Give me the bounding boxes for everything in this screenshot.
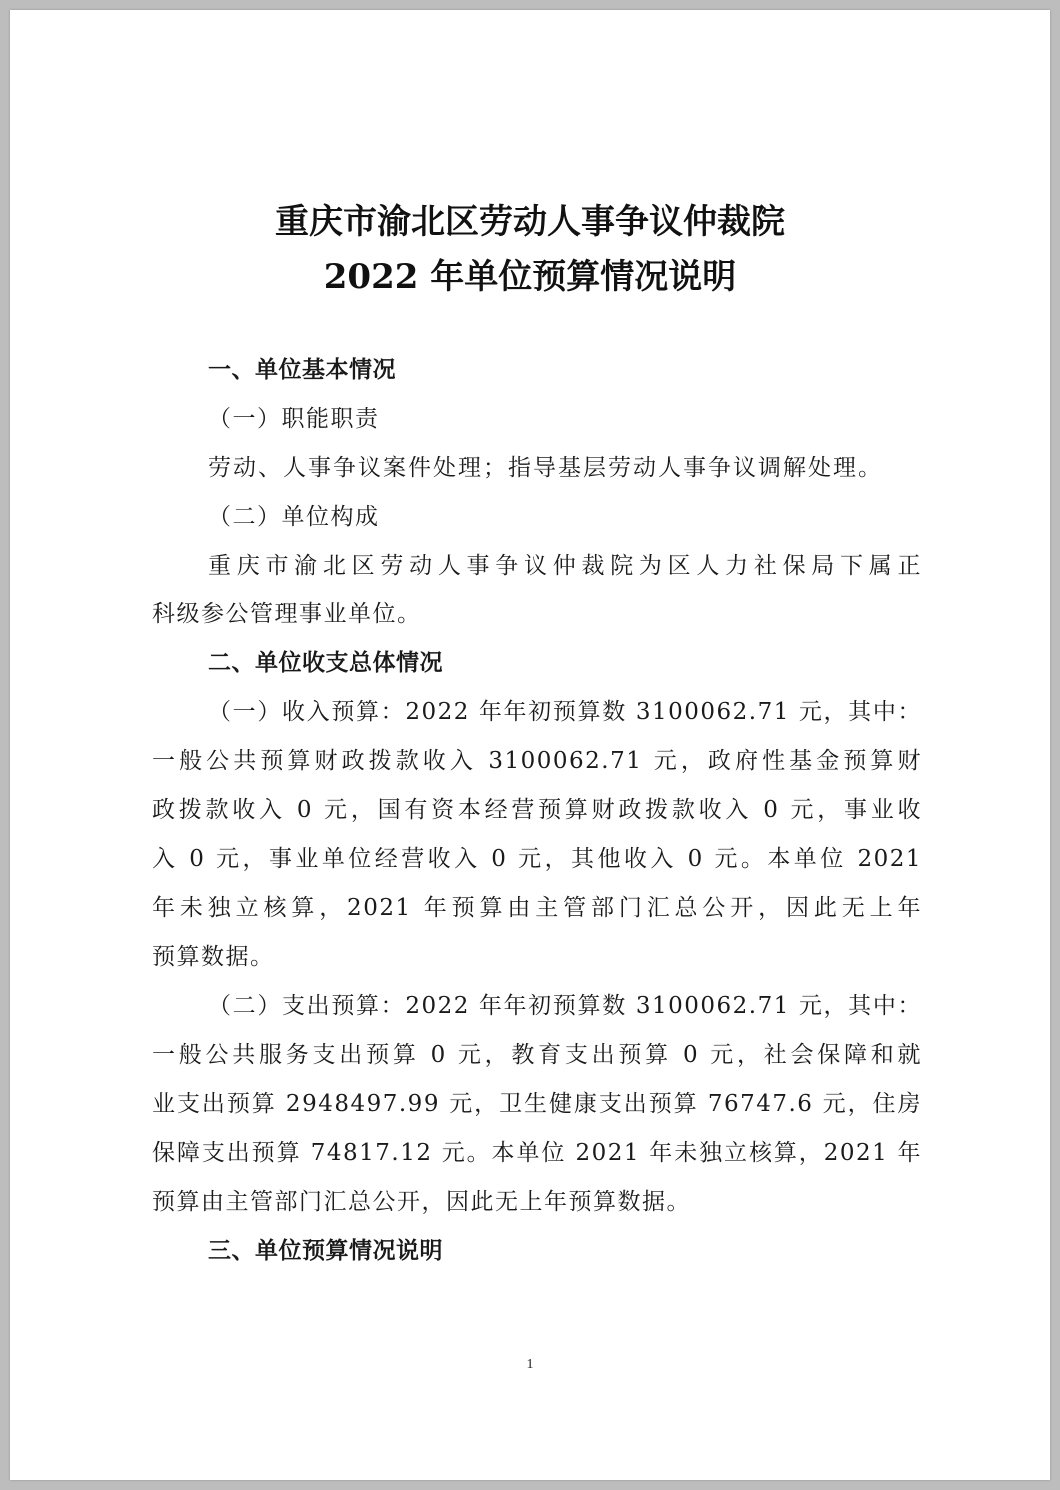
subsection-heading: （二）单位构成 bbox=[208, 504, 380, 530]
paragraph-line: 年未独立核算，2021 年预算由主管部门汇总公开，因此无上年 bbox=[152, 895, 922, 921]
paragraph-line: （二）支出预算：2022 年年初预算数 3100062.71 元，其中： bbox=[208, 993, 922, 1019]
paragraph-line: 业支出预算 2948497.99 元，卫生健康支出预算 76747.6 元，住房 bbox=[152, 1091, 922, 1117]
paragraph-line: 劳动、人事争议案件处理；指导基层劳动人事争议调解处理。 bbox=[208, 455, 883, 481]
section-heading: 三、单位预算情况说明 bbox=[208, 1238, 443, 1264]
page-number: 1 bbox=[526, 1357, 534, 1372]
section-heading: 二、单位收支总体情况 bbox=[208, 650, 443, 676]
paragraph-line: 预算数据。 bbox=[152, 944, 275, 970]
paragraph-line: 保障支出预算 74817.12 元。本单位 2021 年未独立核算，2021 年 bbox=[152, 1140, 922, 1166]
paragraph-line: 一般公共预算财政拨款收入 3100062.71 元，政府性基金预算财 bbox=[152, 748, 922, 774]
paragraph-line: 政拨款收入 0 元，国有资本经营预算财政拨款收入 0 元，事业收 bbox=[152, 797, 922, 823]
subsection-heading: （一）职能职责 bbox=[208, 406, 380, 432]
document-title-line1: 重庆市渝北区劳动人事争议仲裁院 bbox=[275, 202, 785, 242]
paragraph-line: 入 0 元，事业单位经营收入 0 元，其他收入 0 元。本单位 2021 bbox=[152, 846, 922, 872]
paragraph-line: 一般公共服务支出预算 0 元，教育支出预算 0 元，社会保障和就 bbox=[152, 1042, 922, 1068]
document-title-line2: 2022 年单位预算情况说明 bbox=[323, 257, 737, 297]
section-heading: 一、单位基本情况 bbox=[208, 357, 396, 383]
paragraph-line: 科级参公管理事业单位。 bbox=[152, 601, 422, 627]
document-page bbox=[10, 10, 1050, 1480]
paragraph-line: （一）收入预算：2022 年年初预算数 3100062.71 元，其中： bbox=[208, 699, 922, 725]
paragraph-line: 预算由主管部门汇总公开，因此无上年预算数据。 bbox=[152, 1189, 691, 1215]
paragraph-line: 重庆市渝北区劳动人事争议仲裁院为区人力社保局下属正 bbox=[208, 553, 922, 579]
